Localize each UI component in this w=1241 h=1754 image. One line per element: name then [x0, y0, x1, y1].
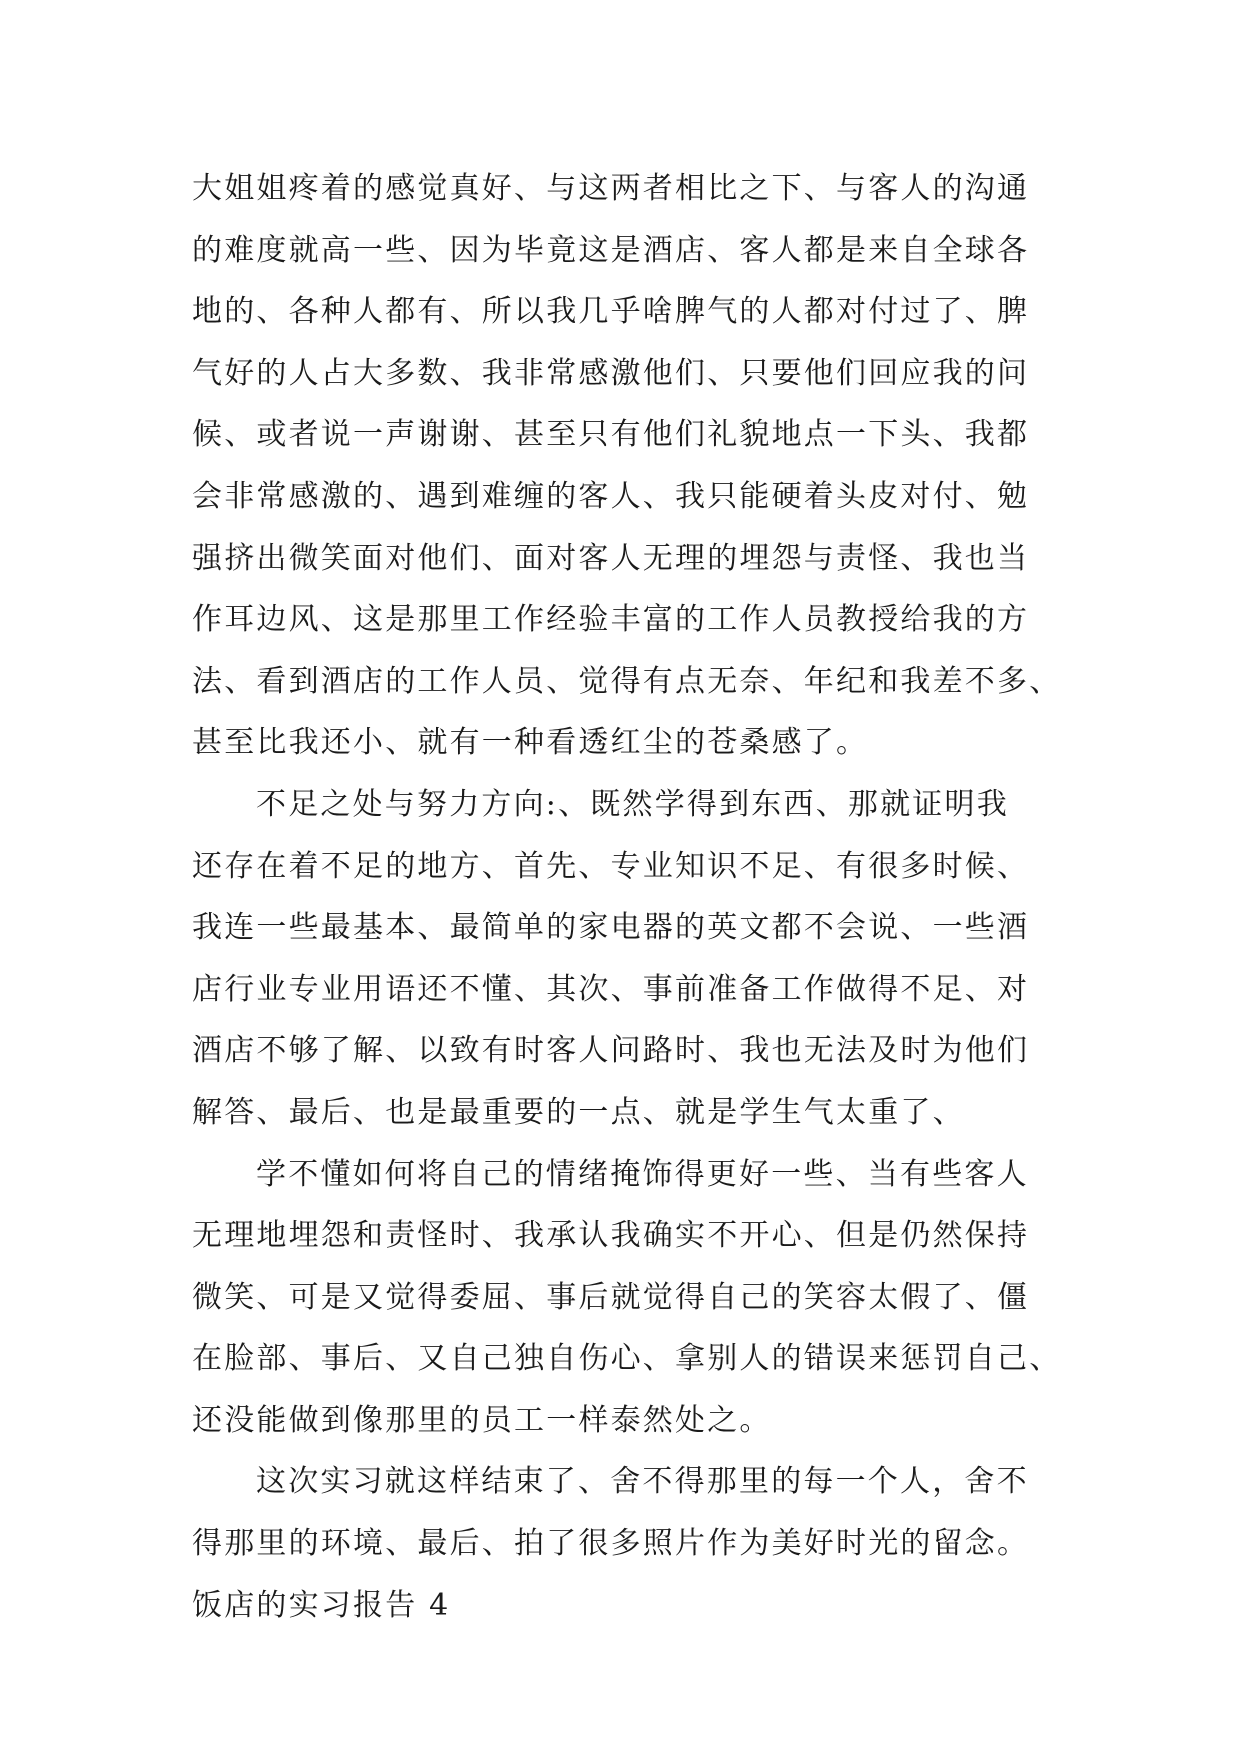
text-line: 微笑、可是又觉得委屈、事后就觉得自己的笑容太假了、僵: [192, 1279, 1030, 1315]
text-line: 这次实习就这样结束了、舍不得那里的每一个人，舍不: [256, 1464, 1029, 1500]
text-line: 店行业专业用语还不懂、其次、事前准备工作做得不足、对: [192, 971, 1030, 1007]
text-line: 无理地埋怨和责怪时、我承认我确实不开心、但是仍然保持: [192, 1218, 1030, 1254]
text-line: 会非常感激的、遇到难缠的客人、我只能硬着头皮对付、勉: [192, 478, 1030, 514]
body-text: [192, 158, 1062, 1636]
text-line: 学不懂如何将自己的情绪掩饰得更好一些、当有些客人: [256, 1156, 1029, 1192]
text-line: 得那里的环境、最后、拍了很多照片作为美好时光的留念。: [192, 1526, 1030, 1562]
text-line: 我连一些最基本、最简单的家电器的英文都不会说、一些酒: [192, 910, 1030, 946]
text-line: 在脸部、事后、又自己独自伤心、拿别人的错误来惩罚自己、: [192, 1341, 1062, 1377]
text-line: 地的、各种人都有、所以我几乎啥脾气的人都对付过了、脾: [192, 294, 1030, 330]
text-line: 法、看到酒店的工作人员、觉得有点无奈、年纪和我差不多、: [192, 663, 1062, 699]
text-line: 气好的人占大多数、我非常感激他们、只要他们回应我的问: [192, 355, 1030, 391]
text-line: 饭店的实习报告 4: [192, 1587, 451, 1623]
text-line: 甚至比我还小、就有一种看透红尘的苍桑感了。: [192, 725, 869, 761]
text-line: 候、或者说一声谢谢、甚至只有他们礼貌地点一下头、我都: [192, 417, 1030, 453]
text-line: 酒店不够了解、以致有时客人问路时、我也无法及时为他们: [192, 1033, 1030, 1069]
text-line: 还存在着不足的地方、首先、专业知识不足、有很多时候、: [192, 848, 1030, 884]
text-line: 强挤出微笑面对他们、面对客人无理的埋怨与责怪、我也当: [192, 540, 1030, 576]
text-line: 解答、最后、也是最重要的一点、就是学生气太重了、: [192, 1094, 965, 1130]
text-line: 不足之处与努力方向:、既然学得到东西、那就证明我: [256, 786, 1009, 822]
text-line: 还没能做到像那里的员工一样泰然处之。: [192, 1402, 772, 1438]
text-line: 的难度就高一些、因为毕竟这是酒店、客人都是来自全球各: [192, 232, 1030, 268]
text-line: 作耳边风、这是那里工作经验丰富的工作人员教授给我的方: [192, 602, 1030, 638]
text-line: 大姐姐疼着的感觉真好、与这两者相比之下、与客人的沟通: [192, 171, 1030, 206]
